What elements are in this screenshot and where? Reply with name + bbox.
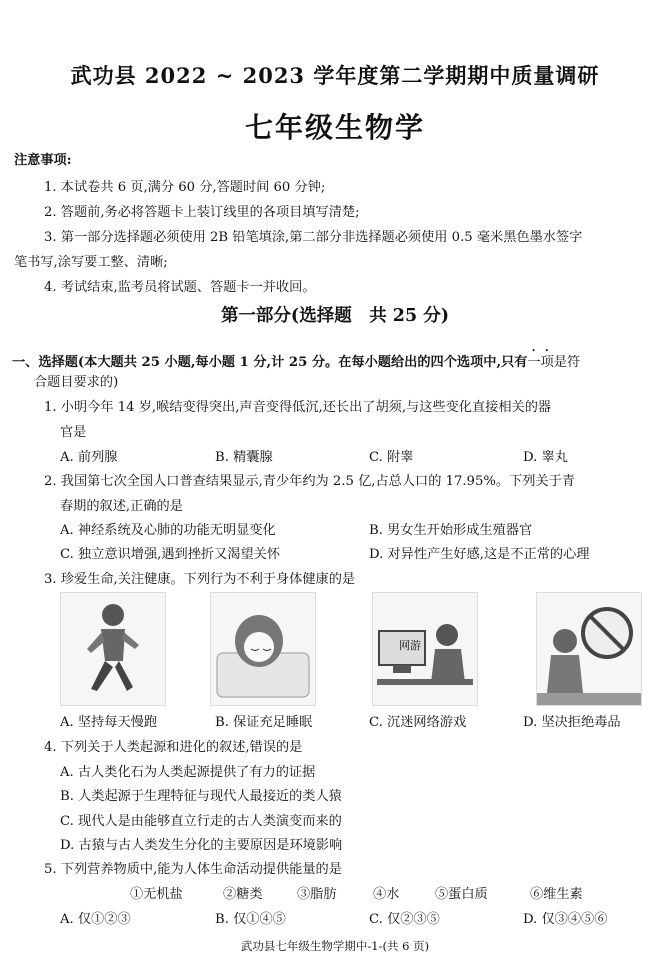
option-c: C. 沉迷网络游戏	[369, 715, 467, 730]
option-c: C. 独立意识增强,遇到挫折又渴望关怀	[60, 547, 281, 562]
question-stem: 2. 我国第七次全国人口普查结果显示,青少年约为 2.5 亿,占总人口的 17.95%。下列关于青	[44, 474, 575, 489]
notice-item: 3. 第一部分选择题必须使用 2B 铅笔填涂,第二部分非选择题必须使用 0.5 毫米黑色墨水签字	[44, 230, 583, 245]
item: ②糖类	[223, 887, 263, 902]
jogging-image	[60, 592, 166, 706]
option-b: B. 人类起源于生理特征与现代人最接近的类人猿	[60, 789, 342, 804]
option-c: C. 附睾	[369, 450, 414, 465]
sleeping-person-icon	[211, 593, 315, 705]
sleeping-image	[210, 592, 316, 706]
item: ⑥维生素	[530, 887, 583, 902]
instruction-text-c: 是符	[553, 355, 581, 370]
item: ③脂肪	[297, 887, 337, 902]
option-a: A. 仅①②③	[60, 912, 131, 927]
item: ①无机盐	[130, 887, 183, 902]
option-d: D. 仅③④⑤⑥	[523, 912, 608, 927]
exam-subtitle: 七年级生物学	[244, 111, 425, 144]
notice-heading: 注意事项:	[14, 153, 72, 168]
page-footer: 武功县七年级生物学期中-1-(共 6 页)	[240, 939, 430, 953]
notice-item: 2. 答题前,务必将答题卡上装订线里的各项目填写清楚;	[44, 205, 360, 220]
gaming-image	[372, 592, 478, 706]
exam-title: 武功县 2022 ~ 2023 学年度第二学期期中质量调研	[70, 63, 600, 88]
question-stem: 5. 下列营养物质中,能为人体生命活动提供能量的是	[44, 862, 342, 877]
question-stem: 3. 珍爱生命,关注健康。下列行为不利于身体健康的是	[44, 572, 356, 587]
notice-item: 笔书写,涂写要工整、清晰;	[14, 255, 168, 270]
option-d: D. 古猿与古人类发生分化的主要原因是环境影响	[60, 838, 343, 853]
question-stem: 4. 下列关于人类起源和进化的叙述,错误的是	[44, 740, 303, 755]
part1-instruction-line2: 合题目要求的)	[34, 375, 119, 390]
option-d: D. 对异性产生好感,这是不正常的心理	[369, 547, 590, 562]
question-stem: 官是	[60, 425, 87, 440]
option-a: A. 前列腺	[60, 450, 118, 465]
option-a: A. 坚持每天慢跑	[60, 715, 158, 730]
question-stem: 1. 小明今年 14 岁,喉结变得突出,声音变得低沉,还长出了胡须,与这些变化直接相关的器	[44, 400, 552, 415]
option-c: C. 仅②③⑤	[369, 912, 440, 927]
option-d: D. 睾丸	[523, 450, 568, 465]
part1-title: 第一部分(选择题 共 25 分)	[220, 306, 450, 326]
notice-item: 4. 考试结束,监考员将试题、答题卡一并收回。	[44, 280, 316, 295]
notice-item: 1. 本试卷共 6 页,满分 60 分,答题时间 60 分钟;	[44, 180, 326, 195]
part1-instruction	[12, 347, 580, 370]
instruction-emphasis: 一项	[527, 355, 554, 370]
option-b: B. 精囊腺	[215, 450, 273, 465]
gaming-label: 网游	[399, 639, 421, 652]
item: ④水	[373, 887, 400, 902]
anti-drug-image	[536, 592, 642, 706]
item: ⑤蛋白质	[435, 887, 488, 902]
option-b: B. 仅①④⑤	[215, 912, 286, 927]
computer-gamer-icon	[373, 593, 477, 705]
instruction-text-a: 一、选择题(本大题共 25 小题,每小题 1 分,计 25 分。在每小题给出的四个选项中,只有	[12, 355, 528, 370]
runner-icon	[61, 593, 165, 705]
option-c: C. 现代人是由能够直立行走的古人类演变而来的	[60, 814, 342, 829]
option-a: A. 神经系统及心肺的功能无明显变化	[60, 523, 276, 538]
option-a: A. 古人类化石为人类起源提供了有力的证据	[60, 765, 316, 780]
question-stem: 春期的叙述,正确的是	[60, 499, 183, 514]
option-b: B. 保证充足睡眠	[215, 715, 313, 730]
no-drugs-icon	[537, 593, 641, 705]
option-d: D. 坚决拒绝毒品	[523, 715, 621, 730]
option-b: B. 男女生开始形成生殖器官	[369, 523, 533, 538]
